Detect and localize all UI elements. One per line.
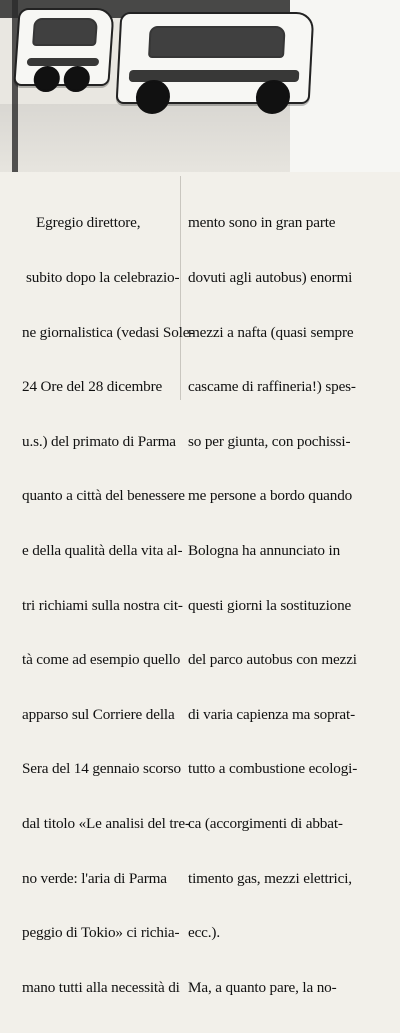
car-center <box>116 12 315 104</box>
left-line: u.s.) del primato di Parma <box>22 432 176 450</box>
right-line: ecc.). <box>188 924 220 942</box>
article-text-area <box>0 172 400 996</box>
right-line: ca (accorgimenti di abbat- <box>188 814 343 832</box>
right-line: timento gas, mezzi elettrici, <box>188 869 352 887</box>
right-column <box>188 178 394 1033</box>
right-line: me persone a bordo quando <box>188 487 353 505</box>
right-line: Bologna ha annunciato in <box>188 541 341 559</box>
left-line: dal titolo «Le analisi del tre- <box>22 814 190 832</box>
right-line: tutto a combustione ecologi- <box>188 760 358 778</box>
left-line: quanto a città del benessere <box>22 487 185 505</box>
left-line: mano tutti alla necessità di <box>22 978 180 996</box>
right-line: dovuti agli autobus) enormi <box>188 269 353 286</box>
left-line: tri richiami sulla nostra cit- <box>22 596 183 614</box>
left-line: 24 Ore del 28 dicembre <box>22 378 163 396</box>
right-line: mento sono in gran parte <box>188 214 336 232</box>
right-line: Ma, a quanto pare, la no- <box>188 978 337 996</box>
right-line: so per giunta, con pochissi- <box>188 432 351 450</box>
left-column <box>22 178 195 1033</box>
car-left-wheel-right <box>63 66 91 92</box>
right-line: cascame di raffineria!) spes- <box>188 378 356 396</box>
left-line: subito dopo la celebrazio- <box>26 269 180 286</box>
right-line: questi giorni la sostituzione <box>188 596 352 614</box>
right-line: mezzi a nafta (quasi sempre <box>188 323 354 341</box>
top-photo <box>0 0 400 172</box>
left-line: Egregio direttore, <box>36 214 141 232</box>
left-line: no verde: l'aria di Parma <box>22 869 167 887</box>
left-line: e della qualità della vita al- <box>22 541 183 559</box>
car-left-wheel-left <box>33 66 61 92</box>
left-line: ne giornalistica (vedasi Sole- <box>22 323 195 341</box>
right-line: di varia capienza ma soprat- <box>188 705 355 723</box>
car-left-stripe <box>27 58 100 66</box>
car-center-window <box>148 26 286 58</box>
car-left <box>13 8 114 86</box>
right-line: del parco autobus con mezzi <box>188 651 357 669</box>
left-line: tà come ad esempio quello <box>22 651 181 669</box>
left-line: peggio di Tokio» ci richia- <box>22 924 180 942</box>
car-left-window <box>32 18 98 46</box>
left-line: apparso sul Corriere della <box>22 705 175 723</box>
left-line: Sera del 14 gennaio scorso <box>22 760 181 778</box>
